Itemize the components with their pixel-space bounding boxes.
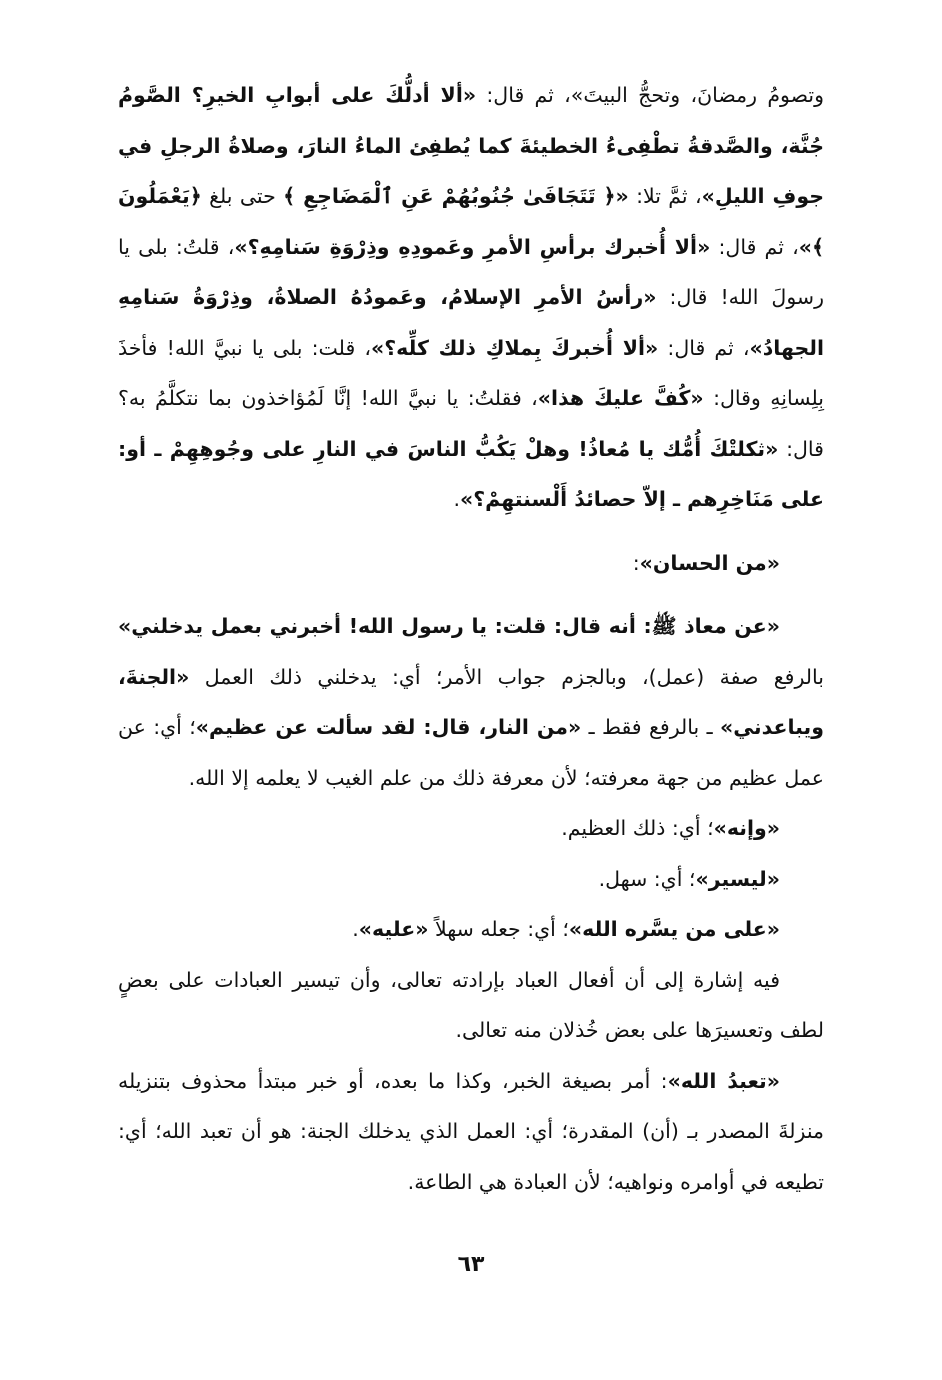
paragraph (118, 1056, 824, 1208)
bold-text-segment: «من النار، قال: لقد سألت عن عظيم» (195, 715, 582, 739)
paragraph (118, 70, 824, 525)
bold-text-segment: «ليسير» (695, 866, 780, 891)
text-segment: حتى بلغ (201, 184, 284, 208)
bold-text-segment: ﴿يَعْمَلُونَ ﴾» (118, 184, 824, 259)
paragraph (118, 904, 824, 955)
paragraph (118, 803, 824, 854)
bold-text-segment: «على من يسَّره الله» (568, 917, 780, 941)
text-segment: . (453, 487, 461, 511)
text-segment: : (632, 550, 640, 575)
bold-text-segment: «تعبدُ الله» (667, 1068, 780, 1093)
bold-text-segment: «رأسُ الأمرِ الإسلامُ، وعَمودُهُ الصلاةُ، وذِرْوَةُ سَنامِهِ الجهادُ» (118, 285, 824, 360)
bold-text-segment: «من الحسان» (639, 550, 780, 575)
bold-text-segment: «ألا أُخبركَ بِملاكِ ذلك كلِّه؟» (371, 335, 659, 360)
bold-text-segment: «ألا أدلُّكَ على أبوابِ الخيرِ؟ الصَّومُ جُنَّة، والصَّدقةُ تطْفِىءُ الخطيئةَ كما يُطفِئ الماءُ النارَ، وصلاةُ الرجلِ في جوفِ الليلِ» (118, 83, 824, 208)
text-segment: ، قلت: بلى يا نبيَّ الله! فأخذَ بِلِسانِهِ وقال: (118, 335, 824, 410)
text-segment: ، قلتُ: بلى يا رسولَ الله! قال: (118, 234, 824, 309)
text-segment: ، فقلتُ: يا نبيَّ الله! إنَّا لَمُؤاخذون بما نتكلَّمُ به؟ قال: (118, 386, 824, 461)
paragraph (118, 854, 824, 905)
text-segment: ؛ أي: جعله سهلاً (428, 917, 569, 941)
paragraph (118, 601, 824, 803)
bold-text-segment: «كُفَّ عليكَ هذا» (537, 386, 704, 410)
paragraph (118, 538, 824, 589)
text-segment: ، ثم قال: (658, 335, 750, 360)
text-segment: ، ثمَّ تلا: (628, 184, 702, 208)
bold-text-segment: «ألا أُخبرك برأسِ الأمرِ وعَمودِهِ وذِرْوَةِ سَنامِهِ؟» (234, 234, 711, 259)
text-segment: وتصومُ رمضانَ، وتحجُّ البيتَ»، ثم قال: (476, 83, 824, 107)
text-segment: ؛ أي: ذلك العظيم. (561, 816, 714, 840)
bold-text-segment: «وإنه» (713, 816, 780, 840)
bold-text-segment: «ثكلتْكَ أُمُّك يا مُعاذُ! وهلْ يَكُبُّ الناسَ في النارِ على وجُوهِهِمْ ـ أو: على مَنَاخِرِهم ـ إلاّ حصائدُ أَلْسنتهِمْ؟» (118, 436, 824, 511)
text-segment: ـ بالرفع فقط ـ (581, 715, 720, 739)
bold-text-segment: «عليه» (358, 917, 429, 941)
text-segment: : أمر بصيغة الخبر، وكذا ما بعده، أو خبر مبتدأ محذوف بتنزيله منزلةَ المصدر بـ (أن) المقدرة؛ أي: العمل الذي يدخلك الجنة: هو أن تعبد الله؛ أي: تطيعه في أوامره ونواهيه؛ لأن العبادة هي الطاعة. (118, 1068, 824, 1194)
bold-text-segment: «﴿ تَتَجَافَىٰ جُنُوبُهُمْ عَنِ ٱلْمَضَاجِعِ ﴾ (283, 184, 629, 208)
text-segment: ؛ أي: سهل. (598, 866, 696, 891)
page-number: ٦٣ (457, 1252, 485, 1277)
text-segment: . (352, 917, 359, 941)
bold-text-segment: «الجنةَ، ويباعدني» (118, 664, 824, 739)
text-segment: فيه إشارة إلى أن أفعال العباد بإرادته تعالى، وأن تيسير العبادات على بعضٍ لطف وتعسيرَها على بعض خُذلان منه تعالى. (118, 967, 824, 1042)
page-body (118, 70, 824, 1207)
paragraph (118, 955, 824, 1056)
text-segment: ؛ أي: عن عمل عظيم من جهة معرفته؛ لأن معرفة ذلك من علم الغيب لا يعلمه إلا الله. (118, 715, 824, 790)
text-segment: بالرفع صفة (عمل)، وبالجزم جواب الأمر؛ أي: يدخلني ذلك العمل (189, 664, 824, 689)
bold-text-segment: «عن معاذ ﷺ: أنه قال: قلت: يا رسول الله! أخبرني بعمل يدخلني» (118, 614, 780, 638)
text-segment: ، ثم قال: (710, 234, 799, 259)
